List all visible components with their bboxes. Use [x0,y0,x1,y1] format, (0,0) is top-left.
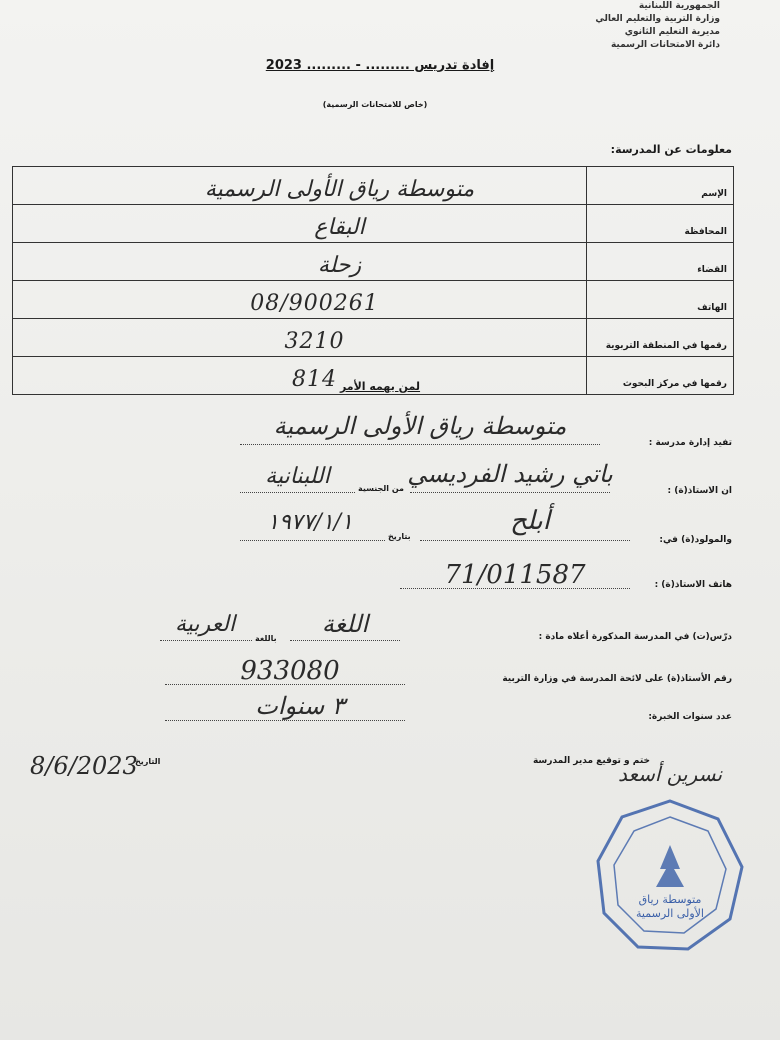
birth-date-label: بتاريخ [388,532,411,541]
language-label: باللغة [255,634,277,643]
ministry-number-value: 933080 [240,656,340,686]
subject-value: اللغة [321,610,369,638]
research-center-number-label: رقمها في مركز البحوث [587,357,734,395]
school-admin-value: متوسطة رياق الأولى الرسمية [273,412,567,440]
nationality-label: من الجنسية [358,484,404,493]
teacher-name-value: باتي رشيد الفرديسي [407,460,613,488]
school-info-table [12,166,734,395]
dotted-line [165,720,405,721]
experience-label: عدد سنوات الخبرة: [648,712,732,722]
teacher-phone-value: 71/011587 [444,560,586,590]
dotted-line [240,492,355,493]
date-label: التاريخ [135,757,161,766]
dotted-line [410,492,610,493]
birth-date-value: ١٩٧٧/١/١ [267,510,353,535]
region-number-value: 3210 [13,319,587,357]
document-title: إفادة تدريس ......... - ......... 2023 [265,58,495,73]
dotted-line [290,640,400,641]
district-value: زحلة [13,243,587,281]
experience-value: ٣ سنوات [255,692,345,720]
table-row [13,205,734,243]
table-row [13,243,734,281]
principal-signature-label: ختم و توقيع مدير المدرسة [532,756,650,766]
header-line-1: الجمهورية اللبنانية [638,1,720,11]
dotted-line [420,540,630,541]
ministry-number-label: رقم الأستاذ(ة) على لائحة المدرسة في وزارة التربية [502,674,732,684]
school-admin-label: تفيد إدارة مدرسة : [648,438,732,448]
school-name-label: الإسم [587,167,734,205]
teacher-label: ان الاستاذ(ة) : [667,486,732,496]
school-phone-label: الهاتف [587,281,734,319]
school-phone-value: 08/900261 [13,281,587,319]
table-row [13,319,734,357]
born-place-value: أبلح [510,506,550,536]
table-row [13,167,734,205]
to-whom-it-may-concern: لمن يهمه الأمر [339,380,421,393]
header-line-4: دائرة الامتحانات الرسمية [610,40,720,50]
dotted-line [160,640,252,641]
date-value: 8/6/2023 [30,752,138,780]
school-info-heading: معلومات عن المدرسة: [610,143,732,156]
dotted-line [240,444,600,445]
nationality-value: اللبنانية [265,464,330,489]
stamp-inner-line-2: الأولى الرسمية [636,907,704,920]
dotted-line [240,540,385,541]
language-value: العربية [174,612,236,637]
region-number-label: رقمها في المنطقة التربوية [587,319,734,357]
subject-label: درّس(ت) في المدرسة المذكورة أعلاه مادة : [538,632,732,642]
header-line-2: وزارة التربية والتعليم العالي [595,14,720,24]
ministry-header [460,0,720,52]
school-name-value: متوسطة رياق الأولى الرسمية [13,167,587,205]
governorate-label: المحافظة [587,205,734,243]
teacher-phone-label: هاتف الاستاذ(ة) : [654,580,732,590]
stamp-inner-line-1: متوسطة رياق [638,893,702,906]
research-center-number-value: 814 [13,357,587,395]
document-subtitle: (خاص للامتحانات الرسمية) [322,100,428,109]
district-label: القضاء [587,243,734,281]
born-place-label: والمولود(ة) في: [659,535,732,545]
header-line-3: مديرية التعليم الثانوي [624,27,720,37]
governorate-value: البقاع [13,205,587,243]
principal-signature: نسرين أسعد [617,762,723,786]
school-stamp [590,795,750,955]
table-row [13,281,734,319]
